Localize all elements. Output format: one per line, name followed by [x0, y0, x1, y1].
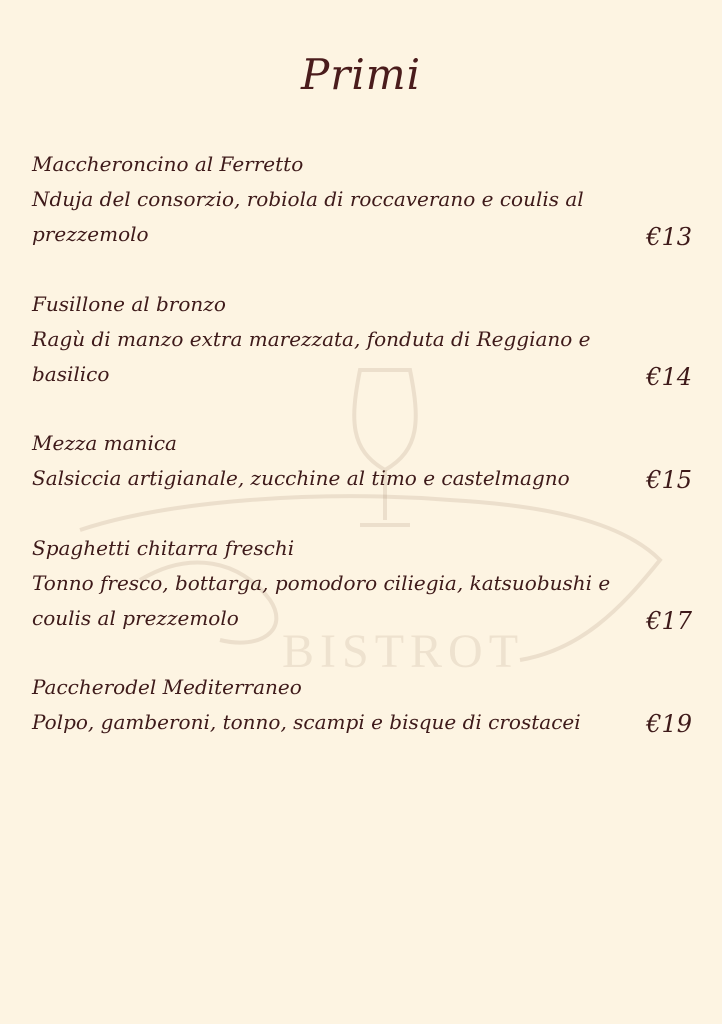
dish-price: €15	[646, 466, 692, 494]
dish-price: €14	[646, 363, 692, 391]
dish-description: Ragù di manzo extra marezzata, fonduta di Reggiano e basilico	[32, 327, 591, 386]
dish-name: Paccherodel Mediterraneo	[32, 675, 302, 699]
dish-name: Spaghetti chitarra freschi	[32, 536, 295, 560]
dish-price: €17	[646, 607, 692, 635]
menu-item	[32, 670, 692, 742]
bistrot-watermark: BISTROT	[282, 625, 525, 678]
page-title: Primi	[300, 50, 422, 99]
menu-item	[32, 287, 692, 395]
menu-item	[32, 426, 692, 498]
dish-description: Nduja del consorzio, robiola di roccaverano e coulis al prezzemolo	[32, 187, 584, 246]
dish-name: Fusillone al bronzo	[32, 292, 226, 316]
menu-item	[32, 147, 692, 255]
dish-description: Polpo, gamberoni, tonno, scampi e bisque di crostacei	[32, 710, 581, 734]
dish-description: Tonno fresco, bottarga, pomodoro ciliegia, katsuobushi e coulis al prezzemolo	[32, 571, 611, 630]
dish-name: Mezza manica	[32, 431, 177, 455]
dish-price: €19	[646, 710, 692, 738]
dish-name: Maccheroncino al Ferretto	[32, 152, 304, 176]
dish-description: Salsiccia artigianale, zucchine al timo e castelmagno	[32, 466, 570, 490]
dish-price: €13	[646, 223, 692, 251]
menu-item	[32, 531, 692, 639]
